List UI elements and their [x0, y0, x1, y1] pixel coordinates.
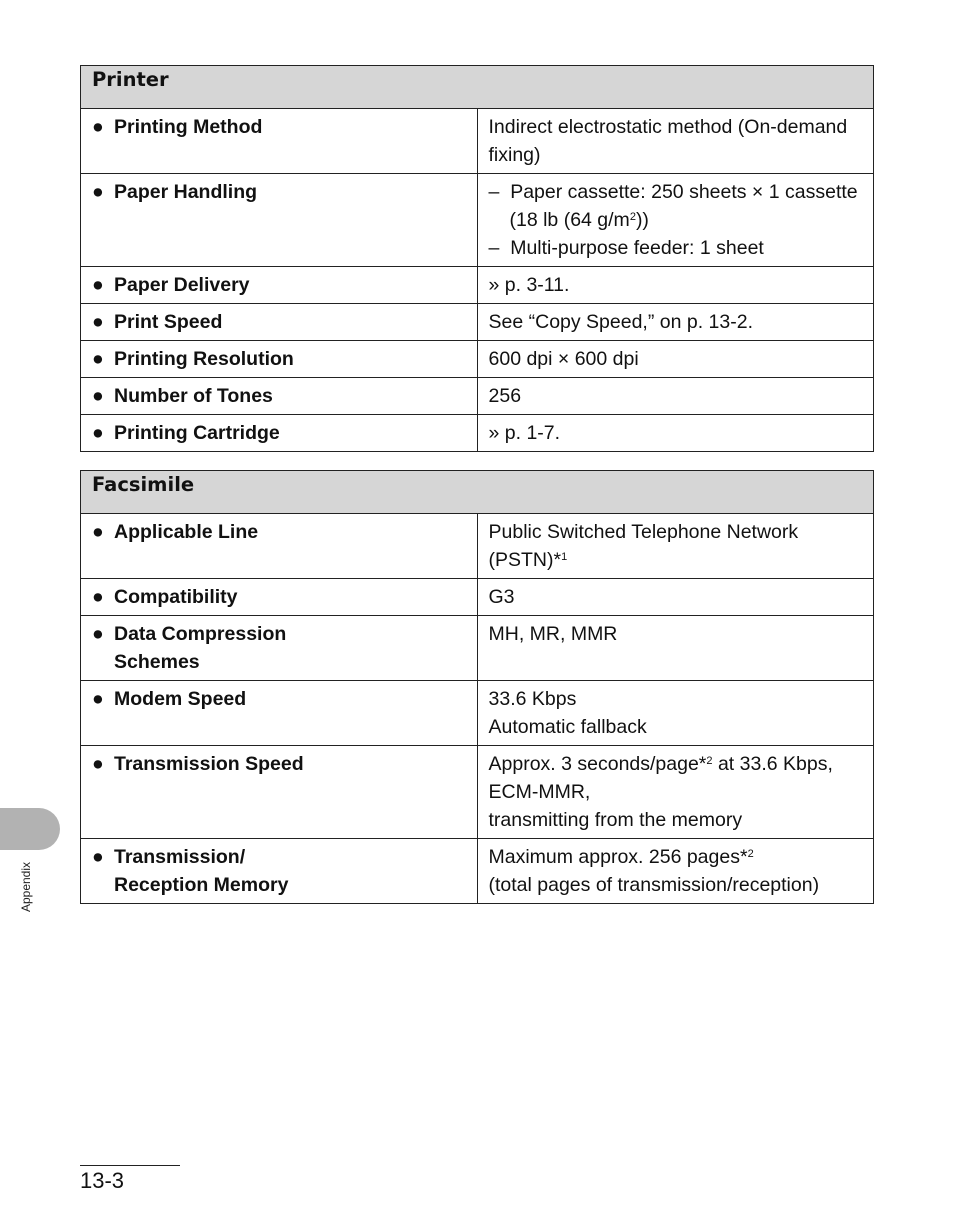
- bullet-icon: ●: [92, 623, 104, 645]
- spec-value: » p. 3-11.: [477, 267, 874, 304]
- dash-icon: –: [488, 237, 500, 259]
- table-row: [81, 681, 874, 746]
- table-row: [81, 174, 874, 267]
- table-row: [81, 378, 874, 415]
- spec-label: ● Applicable Line: [81, 514, 478, 579]
- table-row: [81, 109, 874, 174]
- printer-section-title: Printer: [81, 66, 874, 109]
- spec-label: ● Data Compression Schemes: [81, 616, 478, 681]
- spec-value: G3: [477, 579, 874, 616]
- spec-value: MH, MR, MMR: [477, 616, 874, 681]
- spec-value: Public Switched Telephone Network (PSTN)*$^1$: [477, 514, 874, 579]
- table-row: [81, 514, 874, 579]
- spec-value: 600 dpi × 600 dpi: [477, 341, 874, 378]
- spec-label: ● Print Speed: [81, 304, 478, 341]
- bullet-icon: ●: [92, 846, 104, 868]
- spec-value: » p. 1-7.: [477, 415, 874, 452]
- table-row: [81, 267, 874, 304]
- dash-icon: –: [488, 181, 500, 203]
- spec-value: Indirect electrostatic method (On-demand fixing): [477, 109, 874, 174]
- spec-value: 33.6 Kbps Automatic fallback: [477, 681, 874, 746]
- table-row: [81, 616, 874, 681]
- chapter-tab-marker: [0, 808, 60, 850]
- bullet-icon: ●: [92, 521, 104, 543]
- table-row: [81, 839, 874, 904]
- spec-label: ● Printing Resolution: [81, 341, 478, 378]
- bullet-icon: ●: [92, 688, 104, 710]
- spec-label: ● Paper Delivery: [81, 267, 478, 304]
- bullet-icon: ●: [92, 311, 104, 333]
- table-row: [81, 746, 874, 839]
- table-row: [81, 304, 874, 341]
- spec-label: ● Transmission/ Reception Memory: [81, 839, 478, 904]
- spec-value: 256: [477, 378, 874, 415]
- spec-value: Approx. 3 seconds/page*$^2$ at 33.6 Kbps, ECM-MMR, transmitting from the memory: [477, 746, 874, 839]
- spec-label: ● Printing Cartridge: [81, 415, 478, 452]
- bullet-icon: ●: [92, 181, 104, 203]
- spec-label: ● Transmission Speed: [81, 746, 478, 839]
- bullet-icon: ●: [92, 422, 104, 444]
- bullet-icon: ●: [92, 348, 104, 370]
- facsimile-section-title: Facsimile: [81, 471, 874, 514]
- bullet-icon: ●: [92, 116, 104, 138]
- spec-label: ● Modem Speed: [81, 681, 478, 746]
- chapter-side-label: Appendix: [19, 861, 33, 913]
- table-row: [81, 579, 874, 616]
- facsimile-spec-table: [80, 470, 874, 904]
- multi-purpose-feeder-line: – Multi-purpose feeder: 1 sheet: [488, 237, 764, 259]
- spec-value: Maximum approx. 256 pages*$^2$ (total pages of transmission/reception): [477, 839, 874, 904]
- footer-rule: [80, 1165, 180, 1166]
- spec-label: ● Number of Tones: [81, 378, 478, 415]
- spec-label: ● Printing Method: [81, 109, 478, 174]
- paper-cassette-line: – Paper cassette: 250 sheets × 1 cassette (18 lb (64 $g/m^2$)): [488, 181, 858, 231]
- bullet-icon: ●: [92, 385, 104, 407]
- bullet-icon: ●: [92, 753, 104, 775]
- spec-label: ● Paper Handling: [81, 174, 478, 267]
- page-number: 13-3: [80, 1168, 125, 1193]
- spec-label: ● Compatibility: [81, 579, 478, 616]
- table-row: [81, 415, 874, 452]
- spec-value: See “Copy Speed,” on p. 13-2.: [477, 304, 874, 341]
- printer-spec-table: [80, 65, 874, 452]
- bullet-icon: ●: [92, 274, 104, 296]
- bullet-icon: ●: [92, 586, 104, 608]
- table-row: [81, 341, 874, 378]
- spec-value: [477, 174, 874, 267]
